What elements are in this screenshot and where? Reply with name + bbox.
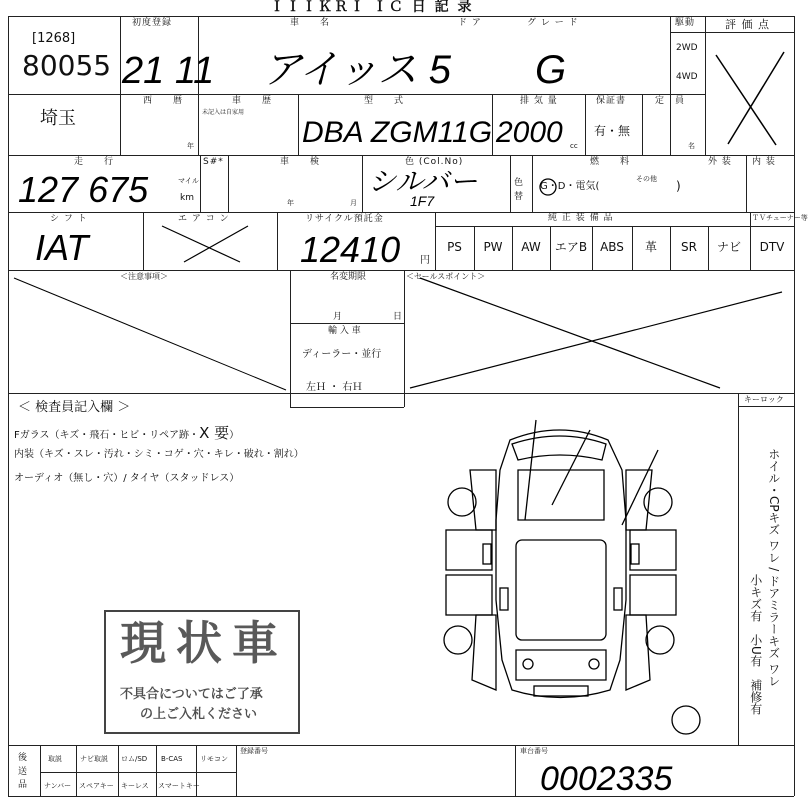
drive-2wd: 2WD — [676, 43, 698, 53]
name-change-month: 月 — [333, 312, 343, 322]
warranty-label: 保証書 — [596, 96, 627, 106]
year-label: 西 暦 — [143, 96, 184, 106]
mirror-left — [483, 544, 491, 564]
panel-rear-door-left — [446, 575, 492, 615]
displacement-label: 排 気 量 — [520, 96, 558, 106]
model-label: 型 式 — [364, 96, 405, 106]
lot-number: 80055 — [22, 49, 112, 82]
registration-value: 21 11 — [122, 50, 215, 92]
wheel-rear-left-icon — [444, 626, 472, 654]
side-notes-col2: 小キズ有 小U有 補修有 — [748, 574, 763, 715]
mileage-unit-mile: マイル — [178, 177, 199, 185]
inspection-month: 月 — [350, 199, 357, 207]
car-hood — [518, 470, 604, 520]
sales-point-cross-mark — [410, 292, 782, 388]
notes-label: ＜注意事項＞ — [120, 272, 168, 281]
name-change-label: 名変期限 — [330, 272, 367, 282]
displacement-unit: cc — [570, 142, 578, 150]
panel-rear-door-right — [630, 575, 676, 615]
after-item: スペアキー — [79, 782, 114, 790]
year-suffix: 年 — [187, 142, 194, 150]
import-label: 輸 入 車 — [328, 326, 361, 336]
car-name-label: 車 名 — [290, 18, 331, 28]
windshield-damage-mark — [622, 450, 658, 525]
car-roof — [516, 540, 606, 640]
equipment-item: DTV — [759, 240, 785, 254]
name-change-day: 日 — [393, 312, 403, 322]
panel-rear-fender-left — [472, 615, 496, 690]
recycle-unit: 円 — [420, 255, 430, 266]
panel-rear-fender-right — [626, 615, 650, 690]
inspector-line1-mark: X 要 — [199, 424, 230, 442]
side-notes-col1: ホイル・CPキズ ワレ / ドアミラーキズ ワレ — [766, 448, 781, 687]
lot-bracket-number: [1268] — [32, 31, 76, 46]
drive-4wd: 4WD — [676, 72, 698, 82]
evaluation-cross-mark — [716, 55, 776, 145]
history-note: 未記入は自家用 — [202, 109, 245, 116]
history-label: 車 歴 — [232, 96, 273, 106]
after-item: スマートキー — [158, 782, 200, 790]
pillar-right — [614, 588, 622, 610]
stamp-small-text-2: の上ご入札ください — [140, 707, 258, 722]
equipment-item: SR — [681, 240, 697, 254]
stamp-small-text-1: 不具合についてはご了承 — [120, 687, 263, 702]
car-tail-light — [589, 659, 599, 669]
after-item: リモコン — [200, 755, 228, 763]
equipment-item: PS — [447, 240, 462, 254]
capacity-label: 定 員 — [655, 96, 686, 106]
evaluation-label: 評 価 点 — [725, 18, 770, 31]
car-door-label: ド ア — [458, 18, 482, 28]
mileage-unit-km: km — [180, 193, 194, 203]
car-windshield — [512, 436, 606, 460]
import-handle: 左Ｈ ・ 右Ｈ — [306, 382, 363, 393]
displacement-value: 2000 — [496, 116, 563, 149]
inspection-year: 年 — [287, 199, 294, 207]
equipment-item: ナビ — [716, 240, 741, 254]
aircon-cross-mark — [184, 226, 248, 262]
notes-cross-mark — [14, 278, 286, 390]
equipment-item: AW — [521, 240, 541, 254]
model-value: DBA ZGM11G — [302, 116, 493, 149]
shift-label: シ フ ト — [50, 214, 88, 224]
after-item: B-CAS — [161, 755, 183, 763]
mileage-value: 127 675 — [18, 169, 149, 210]
equipment-item: エアB — [554, 240, 588, 254]
after-item: ナンバー — [44, 782, 72, 790]
recycle-value: 12410 — [300, 229, 401, 270]
equipment-item: PW — [483, 240, 503, 254]
panel-front-fender-left — [470, 470, 496, 530]
fuel-close: ) — [676, 179, 681, 193]
equipment-label: 純 正 装 備 品 — [548, 213, 614, 223]
import-dealer: ディーラー・並行 — [302, 349, 382, 360]
registration-label: 初度登録 — [132, 18, 173, 28]
car-grade: G — [535, 48, 567, 92]
pillar-left — [500, 588, 508, 610]
shift-value: IAT — [35, 227, 89, 268]
color-value: シルバー — [368, 166, 478, 197]
keylock-label: キーロック — [744, 395, 784, 404]
spare-wheel-icon — [672, 706, 700, 734]
color-label: 色 (Col.No) — [405, 157, 464, 167]
inspector-line1-text: Fガラス（キズ・飛石・ヒビ・リペア跡・ — [14, 430, 200, 441]
aircon-cross-mark — [162, 226, 240, 262]
after-item: ナビ取説 — [80, 755, 108, 763]
panel-front-fender-right — [626, 470, 652, 530]
color-code: 1F7 — [410, 193, 435, 209]
equipment-item: ABS — [600, 240, 624, 254]
windshield-damage-mark — [552, 430, 590, 505]
header-title: ＩＩＩＫＲＩ ＩＣ 日 記 录 — [270, 0, 474, 15]
inspection-label: 車 検 — [280, 157, 321, 167]
car-tail-light — [523, 659, 533, 669]
recycle-label: リサイクル預託金 — [305, 214, 384, 224]
sales-point-label: ＜セールスポイント＞ — [406, 272, 486, 281]
car-bumper — [534, 686, 588, 696]
inspector-label: ＜ 検査員記入欄 ＞ — [18, 400, 131, 415]
after-label: 後送品 — [18, 753, 28, 790]
interior-label: 内 装 — [752, 157, 776, 167]
drive-label: 駆動 — [675, 18, 696, 28]
region-value: 埼玉 — [40, 108, 76, 129]
exterior-label: 外 装 — [708, 157, 732, 167]
inspector-line1-close: ） — [229, 430, 240, 441]
equipment-tuner-label: ＴＶチューナー等 — [752, 214, 808, 222]
chassis-value: 0002335 — [540, 760, 673, 798]
equipment-item: 革 — [644, 240, 657, 254]
sno-label: S#* — [203, 157, 224, 167]
fuel-other: その他 — [636, 175, 657, 183]
mirror-right — [631, 544, 639, 564]
evaluation-cross-mark — [728, 52, 784, 144]
aircon-label: エ ア コ ン — [178, 214, 230, 224]
fuel-circle-mark — [540, 179, 556, 195]
reg-no-label: 登録番号 — [240, 747, 268, 755]
mileage-label: 走 行 — [74, 157, 115, 167]
after-item: キーレス — [121, 782, 149, 790]
fuel-options: G・D・電気( — [540, 181, 600, 192]
warranty-value: 有・無 — [594, 124, 631, 138]
inspector-line3: オーディオ（無し・穴）/ タイヤ（スタッドレス） — [14, 473, 240, 484]
car-rear — [516, 650, 606, 680]
after-item: ロム/SD — [121, 755, 148, 763]
after-item: 取説 — [48, 755, 62, 763]
sales-point-cross-mark — [420, 278, 720, 388]
car-diagram — [444, 430, 700, 734]
inspector-line2: 内装（キズ・スレ・汚れ・シミ・コゲ・穴・キレ・破れ・割れ） — [14, 449, 304, 460]
capacity-unit: 名 — [688, 142, 695, 150]
wheel-rear-right-icon — [646, 626, 674, 654]
chassis-label: 車台番号 — [520, 747, 548, 755]
color-change-label: 色替 — [514, 178, 524, 203]
fuel-label: 燃 料 — [590, 157, 631, 167]
car-grade-label: グ レ ー ド — [527, 18, 579, 28]
car-name: アイッス 5 — [262, 48, 451, 92]
stamp-big-text: 現状車 — [120, 616, 288, 670]
